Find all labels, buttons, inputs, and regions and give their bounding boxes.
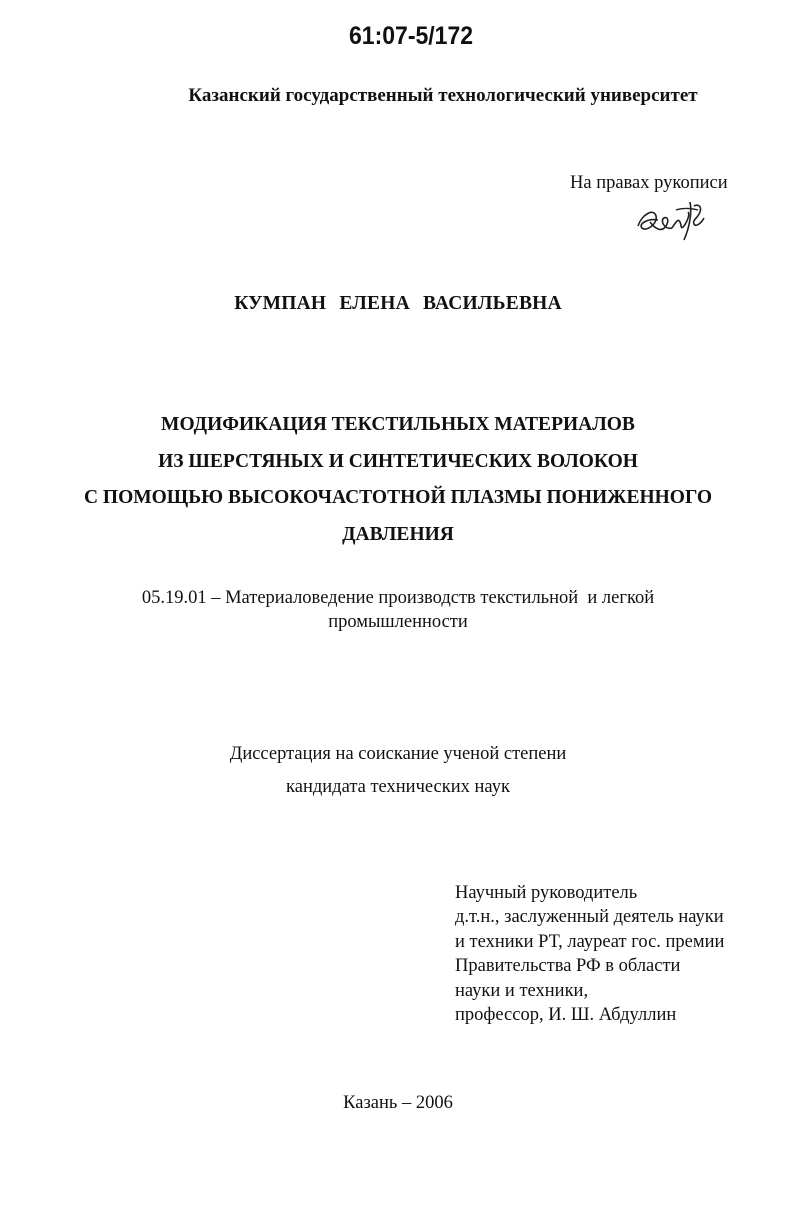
handwritten-signature-icon [632, 196, 712, 246]
manuscript-rights-label: На правах рукописи [570, 173, 728, 193]
specialty-code [0, 586, 796, 634]
degree-line: Диссертация на соискание ученой степени [229, 744, 567, 764]
supervisor-line: д.т.н., заслуженный деятель науки [455, 907, 724, 928]
scientific-supervisor [455, 881, 724, 1027]
city-year: Казань – 2006 [343, 1093, 453, 1113]
thesis-title [0, 407, 796, 553]
university-name: Казанский государственный технологический университет [188, 85, 698, 106]
title-line: ДАВЛЕНИЯ [342, 523, 454, 545]
specialty-line: промышленности [328, 612, 468, 632]
author-name: КУМПАН ЕЛЕНА ВАСИЛЬЕВНА [234, 293, 562, 314]
supervisor-line: и техники РТ, лауреат гос. премии [455, 931, 725, 952]
supervisor-line: науки и техники, [455, 980, 589, 1001]
degree-line: кандидата технических наук [286, 777, 510, 797]
degree-statement [0, 738, 796, 804]
title-line: С ПОМОЩЬЮ ВЫСОКОЧАСТОТНОЙ ПЛАЗМЫ ПОНИЖЕННОГО [83, 487, 713, 508]
title-line: МОДИФИКАЦИЯ ТЕКСТИЛЬНЫХ МАТЕРИАЛОВ [161, 414, 635, 435]
document-code: 61:07-5/172 [349, 22, 474, 50]
supervisor-line: Правительства РФ в области [455, 956, 681, 977]
title-line: ИЗ ШЕРСТЯНЫХ И СИНТЕТИЧЕСКИХ ВОЛОКОН [158, 450, 638, 472]
supervisor-line: профессор, И. Ш. Абдуллин [455, 1005, 677, 1026]
specialty-line: 05.19.01 – Материаловедение производств текстильной и легкой [141, 588, 655, 608]
supervisor-line: Научный руководитель [455, 883, 638, 903]
